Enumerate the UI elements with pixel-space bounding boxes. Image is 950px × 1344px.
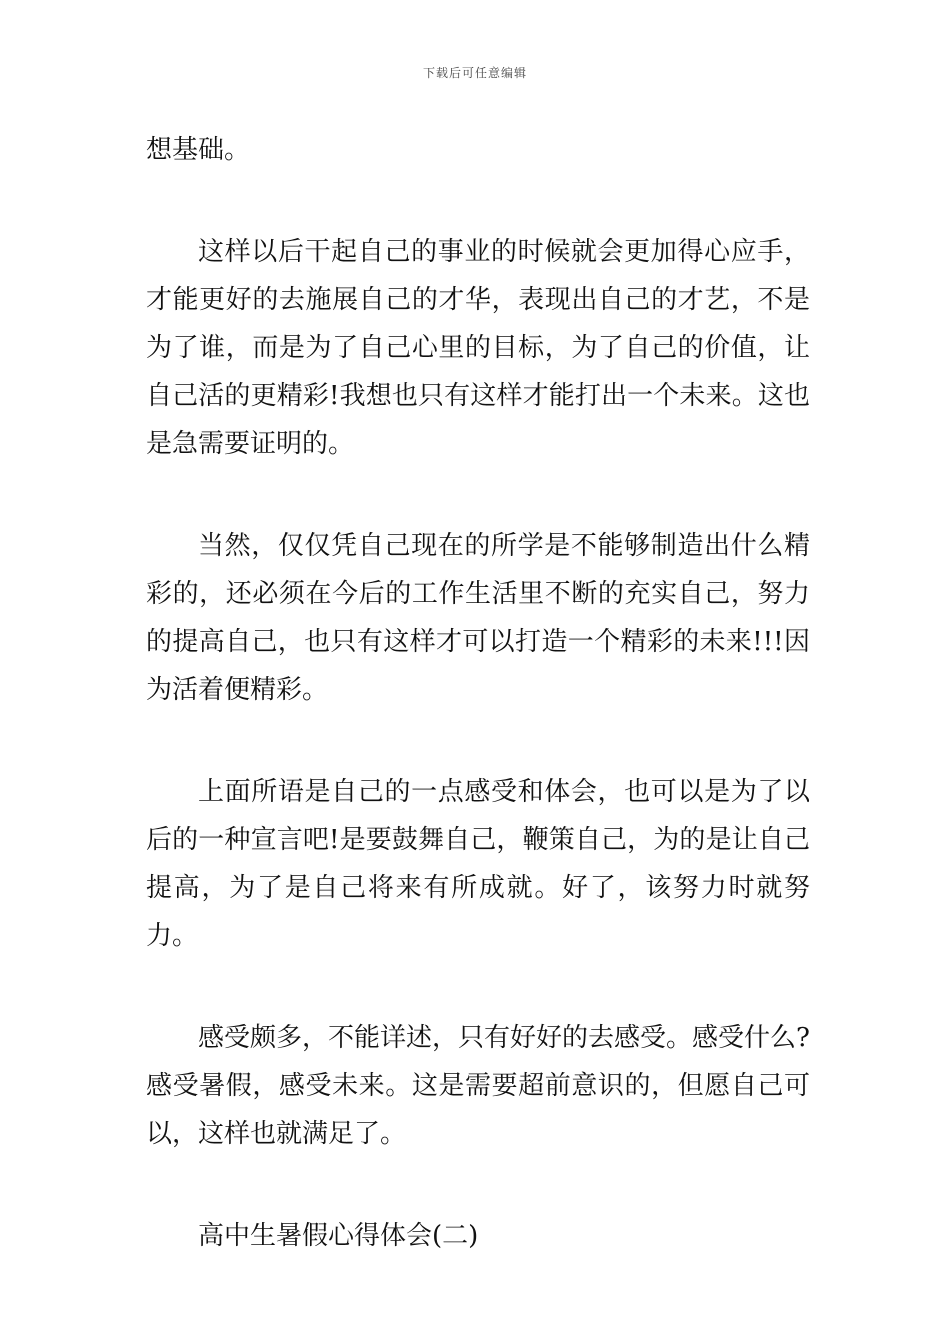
paragraph-continuation: 想基础。 <box>146 135 251 165</box>
paragraph-gap <box>146 1158 810 1212</box>
paragraph: 这样以后干起自己的事业的时候就会更加得心应手，才能更好的去施展自己的才华，表现出自己的才艺，不是为了谁，而是为了自己心里的目标，为了自己的价值，让自己活的更精彩!我想也只有这样才能打出一个未来。这也是急需要证明的。 <box>146 237 810 459</box>
section-heading: 高中生暑假心得体会(二) <box>198 1221 479 1251</box>
paragraph: 当然，仅仅凭自己现在的所学是不能够制造出什么精彩的，还必须在今后的工作生活里不断的充实自己，努力的提高自己，也只有这样才可以打造一个精彩的未来!!!因为活着便精彩。 <box>146 531 810 705</box>
paragraph: 上面所语是自己的一点感受和体会，也可以是为了以后的一种宣言吧!是要鼓舞自己，鞭策自己，为的是让自己提高，为了是自己将来有所成就。好了，该努力时就努力。 <box>146 777 810 951</box>
paragraph-gap <box>146 960 810 1014</box>
paragraph: 感受颇多，不能详述，只有好好的去感受。感受什么?感受暑假，感受未来。这是需要超前意识的，但愿自己可以，这样也就满足了。 <box>146 1023 810 1149</box>
paragraph-gap <box>146 174 810 228</box>
paragraph-gap <box>146 714 810 768</box>
document-body <box>146 126 810 1260</box>
header-note: 下载后可任意编辑 <box>422 66 527 80</box>
paragraph-gap <box>146 468 810 522</box>
